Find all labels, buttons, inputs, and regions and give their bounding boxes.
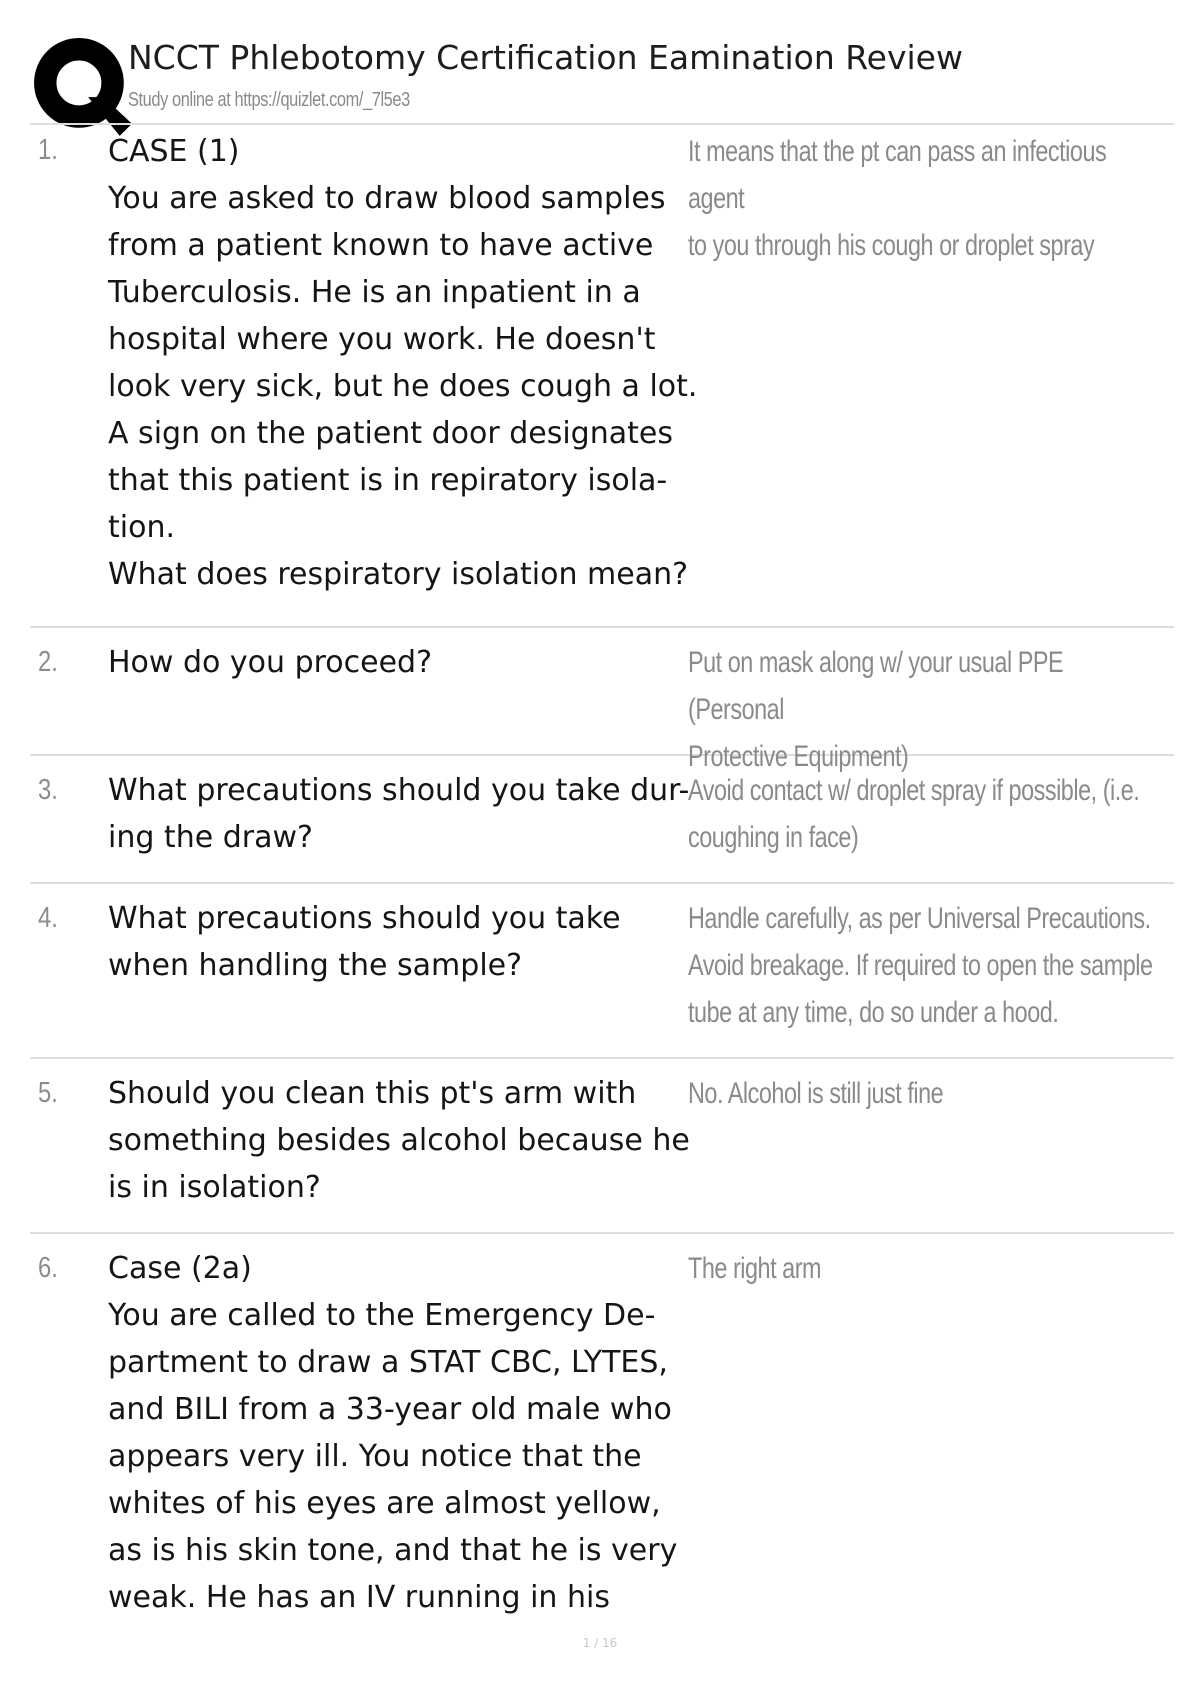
card-term: Case (2a) You are called to the Emergency De- partment to draw a STAT CBC, LYTES, and BILI from a 33-year old male who appears very ill. You notice that the whites of his eyes are almost yellow, as is his skin tone, and that he is very weak. He has an IV running in his	[108, 1251, 678, 1615]
card-number: 3.	[38, 774, 58, 806]
document-header	[30, 28, 1180, 120]
card-definition: Handle carefully, as per Universal Precautions. Avoid breakage. If required to open the sample tube at any time, do so under a hood.	[688, 902, 1153, 1029]
card-definition: The right arm	[688, 1252, 822, 1285]
card-definition: It means that the pt can pass an infectious agent to you through his cough or droplet spray	[688, 135, 1107, 262]
card-definition: Avoid contact w/ droplet spray if possible, (i.e. coughing in face)	[688, 774, 1140, 854]
card-definition: Put on mask along w/ your usual PPE (Personal Protective Equipment)	[688, 646, 1064, 773]
flashcard-row	[30, 628, 1174, 773]
card-definition: No. Alcohol is still just fine	[688, 1077, 944, 1110]
page-number: 1 / 16	[582, 1636, 618, 1650]
flashcard-row	[30, 125, 1174, 628]
document-title: NCCT Phlebotomy Certification Eamination Review	[128, 38, 963, 77]
flashcard-list	[30, 125, 1174, 1654]
card-number: 6.	[38, 1252, 58, 1284]
card-term: CASE (1) You are asked to draw blood samples from a patient known to have active Tuberculosis. He is an inpatient in a hospital where you work. He doesn't look very sick, but he does cough a lot. A sign on the patient door designates that this patient is in repiratory isola- tion. What does respiratory isolation mean?	[108, 134, 698, 592]
flashcard-row	[30, 1059, 1174, 1234]
flashcard-row	[30, 884, 1174, 1059]
card-term: What precautions should you take when handling the sample?	[108, 901, 621, 983]
study-online-link[interactable]: Study online at https://quizlet.com/_7l5e3	[128, 89, 410, 111]
flashcard-row	[30, 756, 1174, 884]
card-term: Should you clean this pt's arm with something besides alcohol because he is in isolation?	[108, 1076, 690, 1205]
card-term: What precautions should you take dur- ing the draw?	[108, 773, 690, 855]
flashcard-row	[30, 1234, 1174, 1654]
card-number: 2.	[38, 646, 58, 678]
card-number: 5.	[38, 1077, 58, 1109]
card-number: 1.	[38, 134, 58, 166]
card-number: 4.	[38, 902, 58, 934]
card-term: How do you proceed?	[108, 645, 433, 680]
